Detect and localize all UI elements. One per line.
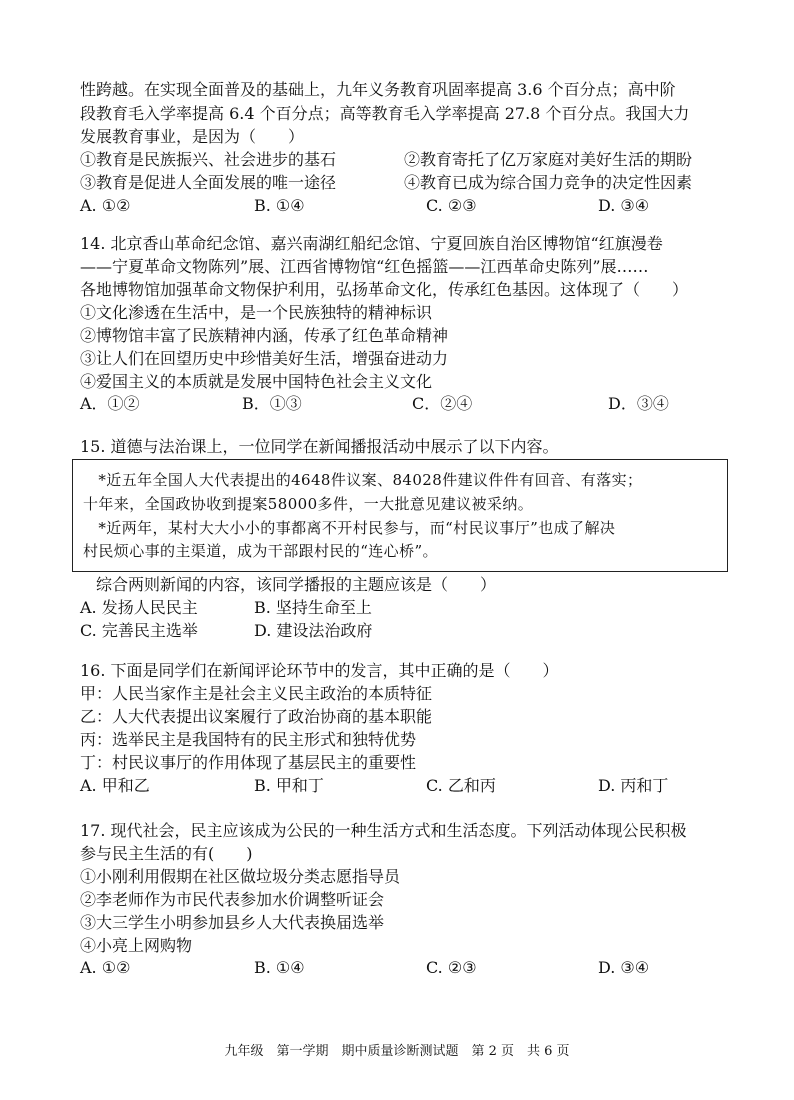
q17-options [80,957,720,979]
q14-statement-4: ④爱国主义的本质就是发展中国特色社会主义文化 [80,372,433,391]
q16-option-b[interactable]: B. 甲和丁 [254,776,324,795]
q13-statement-2: ②教育寄托了亿万家庭对美好生活的期盼 [404,150,693,169]
news-box [72,459,728,572]
q16-line-1: 16. 下面是同学们在新闻评论环节中的发言，其中正确的是（ ） [80,661,559,680]
q17-statement-2: ②李老师作为市民代表参加水价调整听证会 [80,890,385,909]
q15-question: 综合两则新闻的内容，该同学播报的主题应该是（ ） [80,575,497,594]
q14-statement-1: ①文化渗透在生活中，是一个民族独特的精神标识 [80,303,433,322]
news-line-4: 村民烦心事的主渠道，成为干部跟村民的“连心桥”。 [83,542,438,560]
q14-option-d[interactable]: D．③④ [608,394,669,413]
q17-option-d[interactable]: D. ③④ [598,958,650,977]
q16-statement-jia: 甲：人民当家作主是社会主义民主政治的本质特征 [80,684,433,703]
q15-option-a[interactable]: A. 发扬人民民主 [80,598,198,617]
q13-statement-4: ④教育已成为综合国力竞争的决定性因素 [404,173,693,192]
q13-option-a[interactable]: A. ①② [80,196,131,215]
q13-statement-1: ①教育是民族振兴、社会进步的基石 [80,150,337,169]
news-line-1: *近五年全国人大代表提出的4648件议案、84028件建议件件有回音、有落实； [83,471,643,489]
q17-option-b[interactable]: B. ①④ [254,958,305,977]
q14-option-b[interactable]: B．①③ [242,394,302,413]
q13-options [80,195,720,217]
q15-option-b[interactable]: B. 坚持生命至上 [254,598,372,617]
q17-option-c[interactable]: C. ②③ [426,958,477,977]
q14-options [80,393,720,415]
q15-option-d[interactable]: D. 建设法治政府 [254,621,373,640]
q16-option-a[interactable]: A. 甲和乙 [80,776,150,795]
q17-line-2: 参与民主生活的有( ) [80,844,253,863]
q14-statement-3: ③让人们在回望历史中珍惜美好生活，增强奋进动力 [80,349,449,368]
q13-statement-3: ③教育是促进人全面发展的唯一途径 [80,173,337,192]
q14-line-2: ——宁夏革命文物陈列”展、江西省博物馆“红色摇篮——江西革命史陈列”展…… [80,257,649,276]
q16-statement-ding: 丁：村民议事厅的作用体现了基层民主的重要性 [80,753,417,772]
q15-options-row-2 [80,620,720,642]
q14-option-c[interactable]: C．②④ [412,394,473,413]
q17-statement-4: ④小亮上网购物 [80,936,193,955]
q13-line-3: 发展教育事业，是因为（ ） [80,127,305,146]
q13-option-b[interactable]: B. ①④ [254,196,305,215]
q15-option-c[interactable]: C. 完善民主选举 [80,621,198,640]
q17-option-a[interactable]: A. ①② [80,958,131,977]
q13-line-1: 性跨越。在实现全面普及的基础上，九年义务教育巩固率提高 3.6 个百分点；高中阶 [80,80,676,99]
page-footer: 九年级 第一学期 期中质量诊断测试题 第 2 页 共 6 页 [224,1044,570,1059]
q15-intro: 15. 道德与法治课上，一位同学在新闻播报活动中展示了以下内容。 [80,437,559,456]
q14-statement-2: ②博物馆丰富了民族精神内涵，传承了红色革命精神 [80,326,449,345]
q13-option-c[interactable]: C. ②③ [426,196,477,215]
q13-line-2: 段教育毛入学率提高 6.4 个百分点；高等教育毛入学率提高 27.8 个百分点。我国大力 [80,104,690,123]
q17-line-1: 17. 现代社会，民主应该成为公民的一种生活方式和生活态度。下列活动体现公民积极 [80,821,687,840]
q17-statement-3: ③大三学生小明参加县乡人大代表换届选举 [80,913,385,932]
news-line-3: *近两年，某村大大小小的事都离不开村民参与，而“村民议事厅”也成了解决 [83,519,616,537]
q16-statement-yi: 乙：人大代表提出议案履行了政治协商的基本职能 [80,707,433,726]
q16-option-d[interactable]: D. 丙和丁 [598,776,669,795]
q16-statement-bing: 丙：选举民主是我国特有的民主形式和独特优势 [80,730,417,749]
news-line-2: 十年来，全国政协收到提案58000多件，一大批意见建议被采纳。 [83,495,534,513]
q17-statement-1: ①小刚利用假期在社区做垃圾分类志愿指导员 [80,867,401,886]
q14-option-a[interactable]: A．①② [80,394,140,413]
q15-options-row-1 [80,597,720,619]
q16-options [80,775,720,797]
q14-line-1: 14. 北京香山革命纪念馆、嘉兴南湖红船纪念馆、宁夏回族自治区博物馆“红旗漫卷 [80,234,663,253]
q13-option-d[interactable]: D. ③④ [598,196,650,215]
q14-line-3: 各地博物馆加强革命文物保护利用，弘扬革命文化，传承红色基因。这体现了（ ） [80,280,689,299]
q16-option-c[interactable]: C. 乙和丙 [426,776,496,795]
